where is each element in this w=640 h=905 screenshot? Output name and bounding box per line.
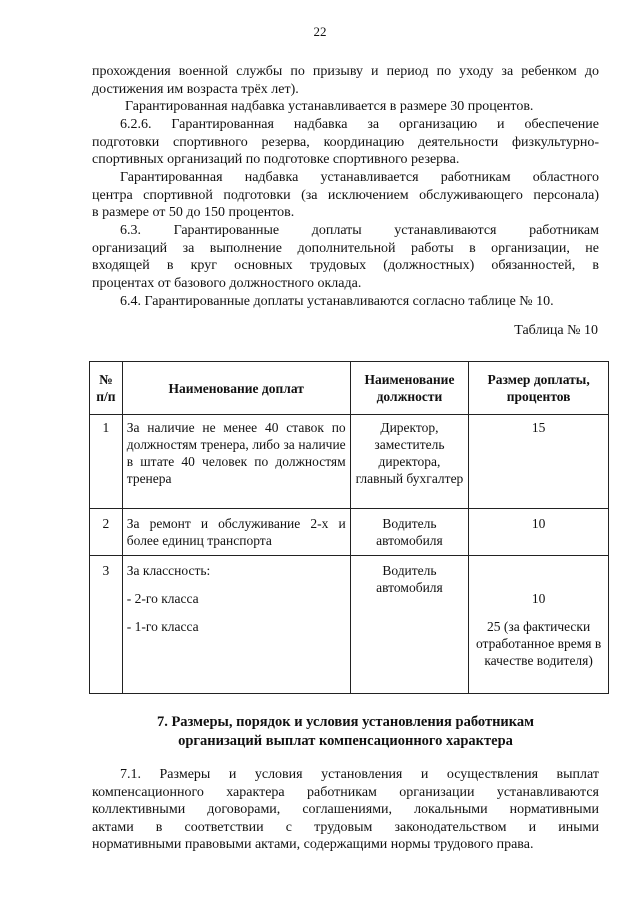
paragraph-2 (92, 98, 599, 116)
row-subitem: - 2-го класса (126, 591, 199, 606)
paragraph-1 (92, 63, 599, 98)
paragraph-6 (92, 293, 599, 311)
row-position: Водитель автомобиля (350, 556, 469, 694)
paragraph-7-1 (92, 766, 599, 854)
text-line: прохождения военной службы по призыву и период по уходу за ребенком до (92, 64, 599, 79)
text-line: 6.3. Гарантированные доплаты устанавливаются работникам (120, 223, 599, 238)
table-row (90, 415, 609, 509)
text-line: Гарантированная надбавка устанавливается в размере 30 процентов. (125, 99, 534, 114)
row-num: 2 (90, 509, 123, 556)
row-num: 1 (90, 415, 123, 509)
row-position: Водитель автомобиля (350, 509, 469, 556)
text-line: Гарантированная надбавка устанавливается работникам областного (120, 170, 599, 185)
text-line: коллективными договорами, соглашениями, локальными нормативными (92, 802, 599, 818)
text-line: нормативными правовыми актами, содержащими нормы трудового права. (92, 837, 534, 853)
row-name: За наличие не менее 40 ставок по должностям тренера, либо за наличие в штате 40 человек по должностям тренера (122, 415, 350, 509)
text-line: 7.1. Размеры и условия установления и осуществления выплат (120, 767, 599, 782)
row-subitem: - 1-го класса (126, 619, 199, 634)
table-header-row (90, 362, 609, 415)
row-name: За классность: (126, 563, 211, 578)
table-row (90, 556, 609, 694)
text-line: процентах от базового должностного оклада. (92, 275, 362, 291)
row-size: 25 (за фактически отработанное время в качестве водителя) (475, 619, 602, 668)
row-name: За ремонт и обслуживание 2-х и более единиц транспорта (122, 509, 350, 556)
row-size: 15 (469, 415, 609, 509)
row-size: 10 (469, 509, 609, 556)
allowances-table (89, 361, 609, 694)
row-num: 3 (90, 556, 123, 694)
section-title (92, 713, 599, 751)
text-line: в размере от 50 до 150 процентов. (92, 205, 295, 221)
text-line: организаций за выполнение дополнительной работы в организации, не (92, 240, 599, 256)
text-line: подготовки спортивного резерва, координацию деятельности физкультурно- (92, 134, 599, 150)
section-title-line: организаций выплат компенсационного характера (178, 733, 513, 749)
section-title-line: 7. Размеры, порядок и условия установления работникам (156, 714, 535, 730)
text-line: актами в соответствии с трудовым законодательством и иными (92, 819, 599, 835)
row-size-cell (469, 556, 609, 694)
text-line: компенсационного характера работникам организации устанавливаются (92, 784, 599, 800)
row-size: 10 (531, 591, 546, 606)
table-caption: Таблица № 10 (514, 323, 598, 338)
paragraph-3 (92, 116, 599, 169)
header-name: Наименование доплат (122, 362, 350, 415)
paragraph-5 (92, 222, 599, 292)
page-number: 22 (313, 24, 327, 39)
text-line: 6.2.6. Гарантированная надбавка за организацию и обеспечение (120, 117, 599, 132)
row-name-cell (122, 556, 350, 694)
text-line: входящей в круг основных трудовых (должностных) обязанностей, в (92, 258, 599, 274)
text-line: 6.4. Гарантированные доплаты устанавливаются согласно таблице № 10. (120, 294, 554, 309)
header-position: Наименование должности (350, 362, 469, 415)
header-num: № п/п (90, 362, 123, 415)
header-size: Размер доплаты, процентов (469, 362, 609, 415)
text-line: спортивных организаций по подготовке спортивного резерва. (92, 152, 460, 168)
text-line: достижения им возраста трёх лет). (92, 81, 299, 97)
text-line: центра спортивной подготовки (за исключением обслуживающего персонала) (92, 187, 599, 203)
row-position: Директор, заместитель директора, главный бухгалтер (350, 415, 469, 509)
table-row (90, 509, 609, 556)
paragraph-4 (92, 169, 599, 222)
